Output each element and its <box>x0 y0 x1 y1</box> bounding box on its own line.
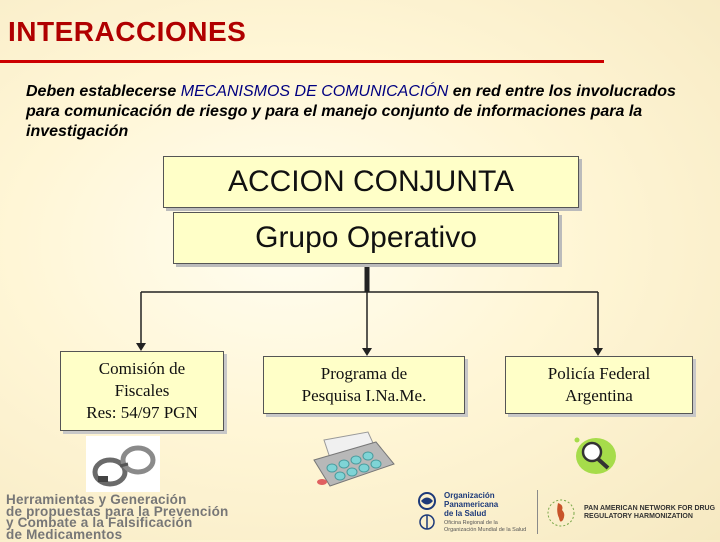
panam-network-logo-icon <box>546 496 576 530</box>
footer-line: de propuestas para la Prevención <box>6 503 229 519</box>
accion-conjunta-box: ACCION CONJUNTA <box>163 156 579 208</box>
magnifier-icon <box>572 434 620 478</box>
pill-blister-icon <box>308 430 400 492</box>
paho-name-line: de la Salud <box>444 509 487 518</box>
page-title: INTERACCIONES <box>8 16 247 47</box>
paho-sub-line: Oficina Regional de la <box>444 520 498 526</box>
intro-highlight: MECANISMOS DE COMUNICACIÓN <box>180 83 449 100</box>
title-underline <box>0 60 604 63</box>
footer-line: Herramientas y Generación <box>6 492 187 507</box>
comision-fiscales-box: Comisión de Fiscales Res: 54/97 PGN <box>60 351 224 431</box>
intro-paragraph <box>26 82 686 142</box>
paho-name-line: Organización <box>444 491 495 500</box>
paho-logo <box>416 491 526 533</box>
paho-sub-line: Organización Mundial de la Salud <box>444 526 527 533</box>
footer-line: y Combate a la Falsificación <box>6 515 193 530</box>
grupo-operativo-box: Grupo Operativo <box>173 212 559 264</box>
policia-federal-box: Policía Federal Argentina <box>505 356 693 414</box>
footer-line: de Medicamentos <box>6 526 123 542</box>
intro-text-after: en red entre los involucrados para comunicación de riesgo y para el manejo conjunto de informaciones para la investigación <box>26 83 676 140</box>
intro-text-before: Deben establecerse <box>26 83 181 100</box>
footer-divider <box>537 490 538 534</box>
paho-logo-icon <box>416 491 438 531</box>
programa-pesquisa-box: Programa de Pesquisa I.Na.Me. <box>263 356 465 414</box>
panam-name-line: PAN AMERICAN NETWORK FOR DRUG <box>584 504 716 512</box>
footer-program-name <box>6 494 228 540</box>
panam-network-logo <box>546 496 715 530</box>
panam-name-line: REGULATORY HARMONIZATION <box>584 513 693 520</box>
handcuffs-icon <box>86 436 160 492</box>
paho-name-line: Panamericana <box>444 500 499 509</box>
